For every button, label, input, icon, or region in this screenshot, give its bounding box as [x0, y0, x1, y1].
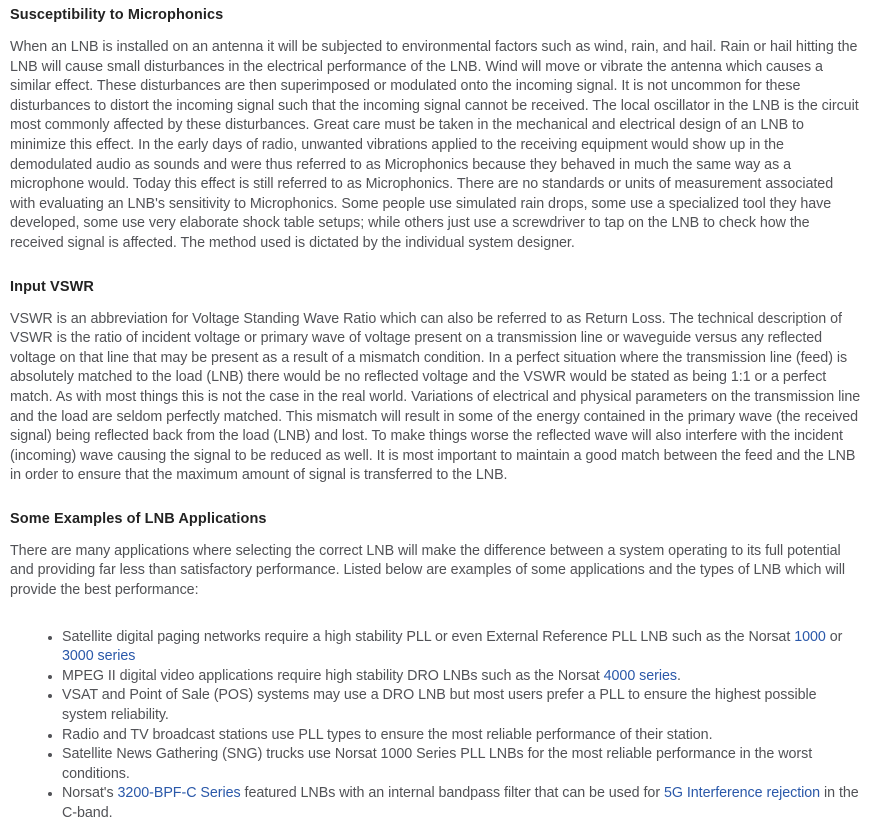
- list-item-text: Radio and TV broadcast stations use PLL types to ensure the most reliable performance of their station.: [62, 726, 713, 743]
- input-vswr-paragraph: VSWR is an abbreviation for Voltage Standing Wave Ratio which can also be referred to as Return Loss. The technical description of VSWR is the ratio of incident voltage or primary wave of voltage present on a transmission line or waveguide versus any reflected voltage on that line that may be present as a result of a mismatch condition. In a perfect situation where the transmission line (feed) is absolutely matched to the load (LNB) there would be no reflected voltage and the VSWR would be stated as being 1:1 or a perfect match. As with most things this is not the case in the real world. Variations of electrical and physical parameters on the transmission line and the load are seldom perfectly matched. This mismatch will result in some of the energy contained in the primary wave (the received signal) being reflected back from the load (LNB) and lost. To make things worse the reflected wave will also interfere with the incident (incoming) wave causing the signal to be reduced as well. It is most important to maintain a good match between the feed and the LNB in order to ensure that the maximum amount of signal is transferred to the LNB.: [10, 310, 861, 484]
- list-item-text: featured LNBs with an internal bandpass filter that can be used for: [240, 785, 664, 802]
- inline-link[interactable]: 3200-BPF-C Series: [117, 785, 241, 802]
- list-item: [62, 686, 862, 725]
- list-item-text: Norsat's: [62, 785, 118, 802]
- inline-link[interactable]: 5G Interference rejection: [663, 785, 821, 802]
- section-microphonics: [10, 6, 862, 254]
- section-lnb-applications: [10, 510, 862, 824]
- list-item-text: or: [825, 628, 843, 645]
- list-item: [62, 628, 862, 667]
- inline-link[interactable]: 1000: [794, 628, 826, 645]
- list-item: [62, 745, 862, 784]
- list-item: [62, 726, 862, 746]
- list-item-text: MPEG II digital video applications require high stability DRO LNBs such as the Norsat: [62, 667, 604, 684]
- microphonics-heading: Susceptibility to Microphonics: [10, 7, 224, 23]
- list-item: [62, 784, 862, 823]
- lnb-applications-paragraph: There are many applications where selecting the correct LNB will make the difference between a system operating to its full potential and providing far less than satisfactory performance. Listed below are examples of some applications and the types of LNB which will provide the best performance:: [10, 542, 845, 599]
- list-item-text: .: [677, 667, 681, 684]
- list-item-text: VSAT and Point of Sale (POS) systems may use a DRO LNB but most users prefer a PLL to ensure the highest possible system reliability.: [62, 687, 817, 724]
- list-item-text: Satellite News Gathering (SNG) trucks use Norsat 1000 Series PLL LNBs for the most reliable performance in the worst conditions.: [62, 746, 813, 782]
- section-input-vswr: [10, 278, 862, 486]
- list-item-text: Satellite digital paging networks require a high stability PLL or even External Reference PLL LNB such as the Norsat: [62, 628, 795, 645]
- lnb-applications-list: [10, 628, 862, 824]
- list-item-text: in the C-band.: [62, 785, 859, 821]
- microphonics-paragraph: When an LNB is installed on an antenna it will be subjected to environmental factors such as wind, rain, and hail. Rain or hail hitting the LNB will cause small disturbances in the electrical performance of the LNB. Wind will move or vibrate the antenna which causes a similar effect. These disturbances are then superimposed or modulated onto the incoming signal. It is not uncommon for these disturbances to distort the incoming signal such that the incoming signal cannot be received. The local oscillator in the LNB is the circuit most commonly affected by these disturbances. Great care must be taken in the mechanical and electrical design of an LNB to minimize this effect. In the early days of radio, unwanted vibrations applied to the receiving equipment would show up in the demodulated audio as sounds and were thus referred to as Microphonics because they behaved in much the same way as a microphone would. Today this effect is still referred to as Microphonics. There are no standards or units of measurement associated with evaluating an LNB's sensitivity to Microphonics. Some people use simulated rain drops, some use a specialized tool they have developed, some use very elaborate shock table setups; while others just use a screwdriver to tap on the LNB to check how the received signal is affected. The method used is dictated by the individual system designer.: [10, 39, 859, 251]
- inline-link[interactable]: 3000 series: [62, 648, 136, 665]
- inline-link[interactable]: 4000 series: [603, 667, 677, 684]
- lnb-applications-heading: Some Examples of LNB Applications: [10, 510, 267, 527]
- input-vswr-heading: Input VSWR: [10, 278, 94, 295]
- list-item: [62, 667, 862, 687]
